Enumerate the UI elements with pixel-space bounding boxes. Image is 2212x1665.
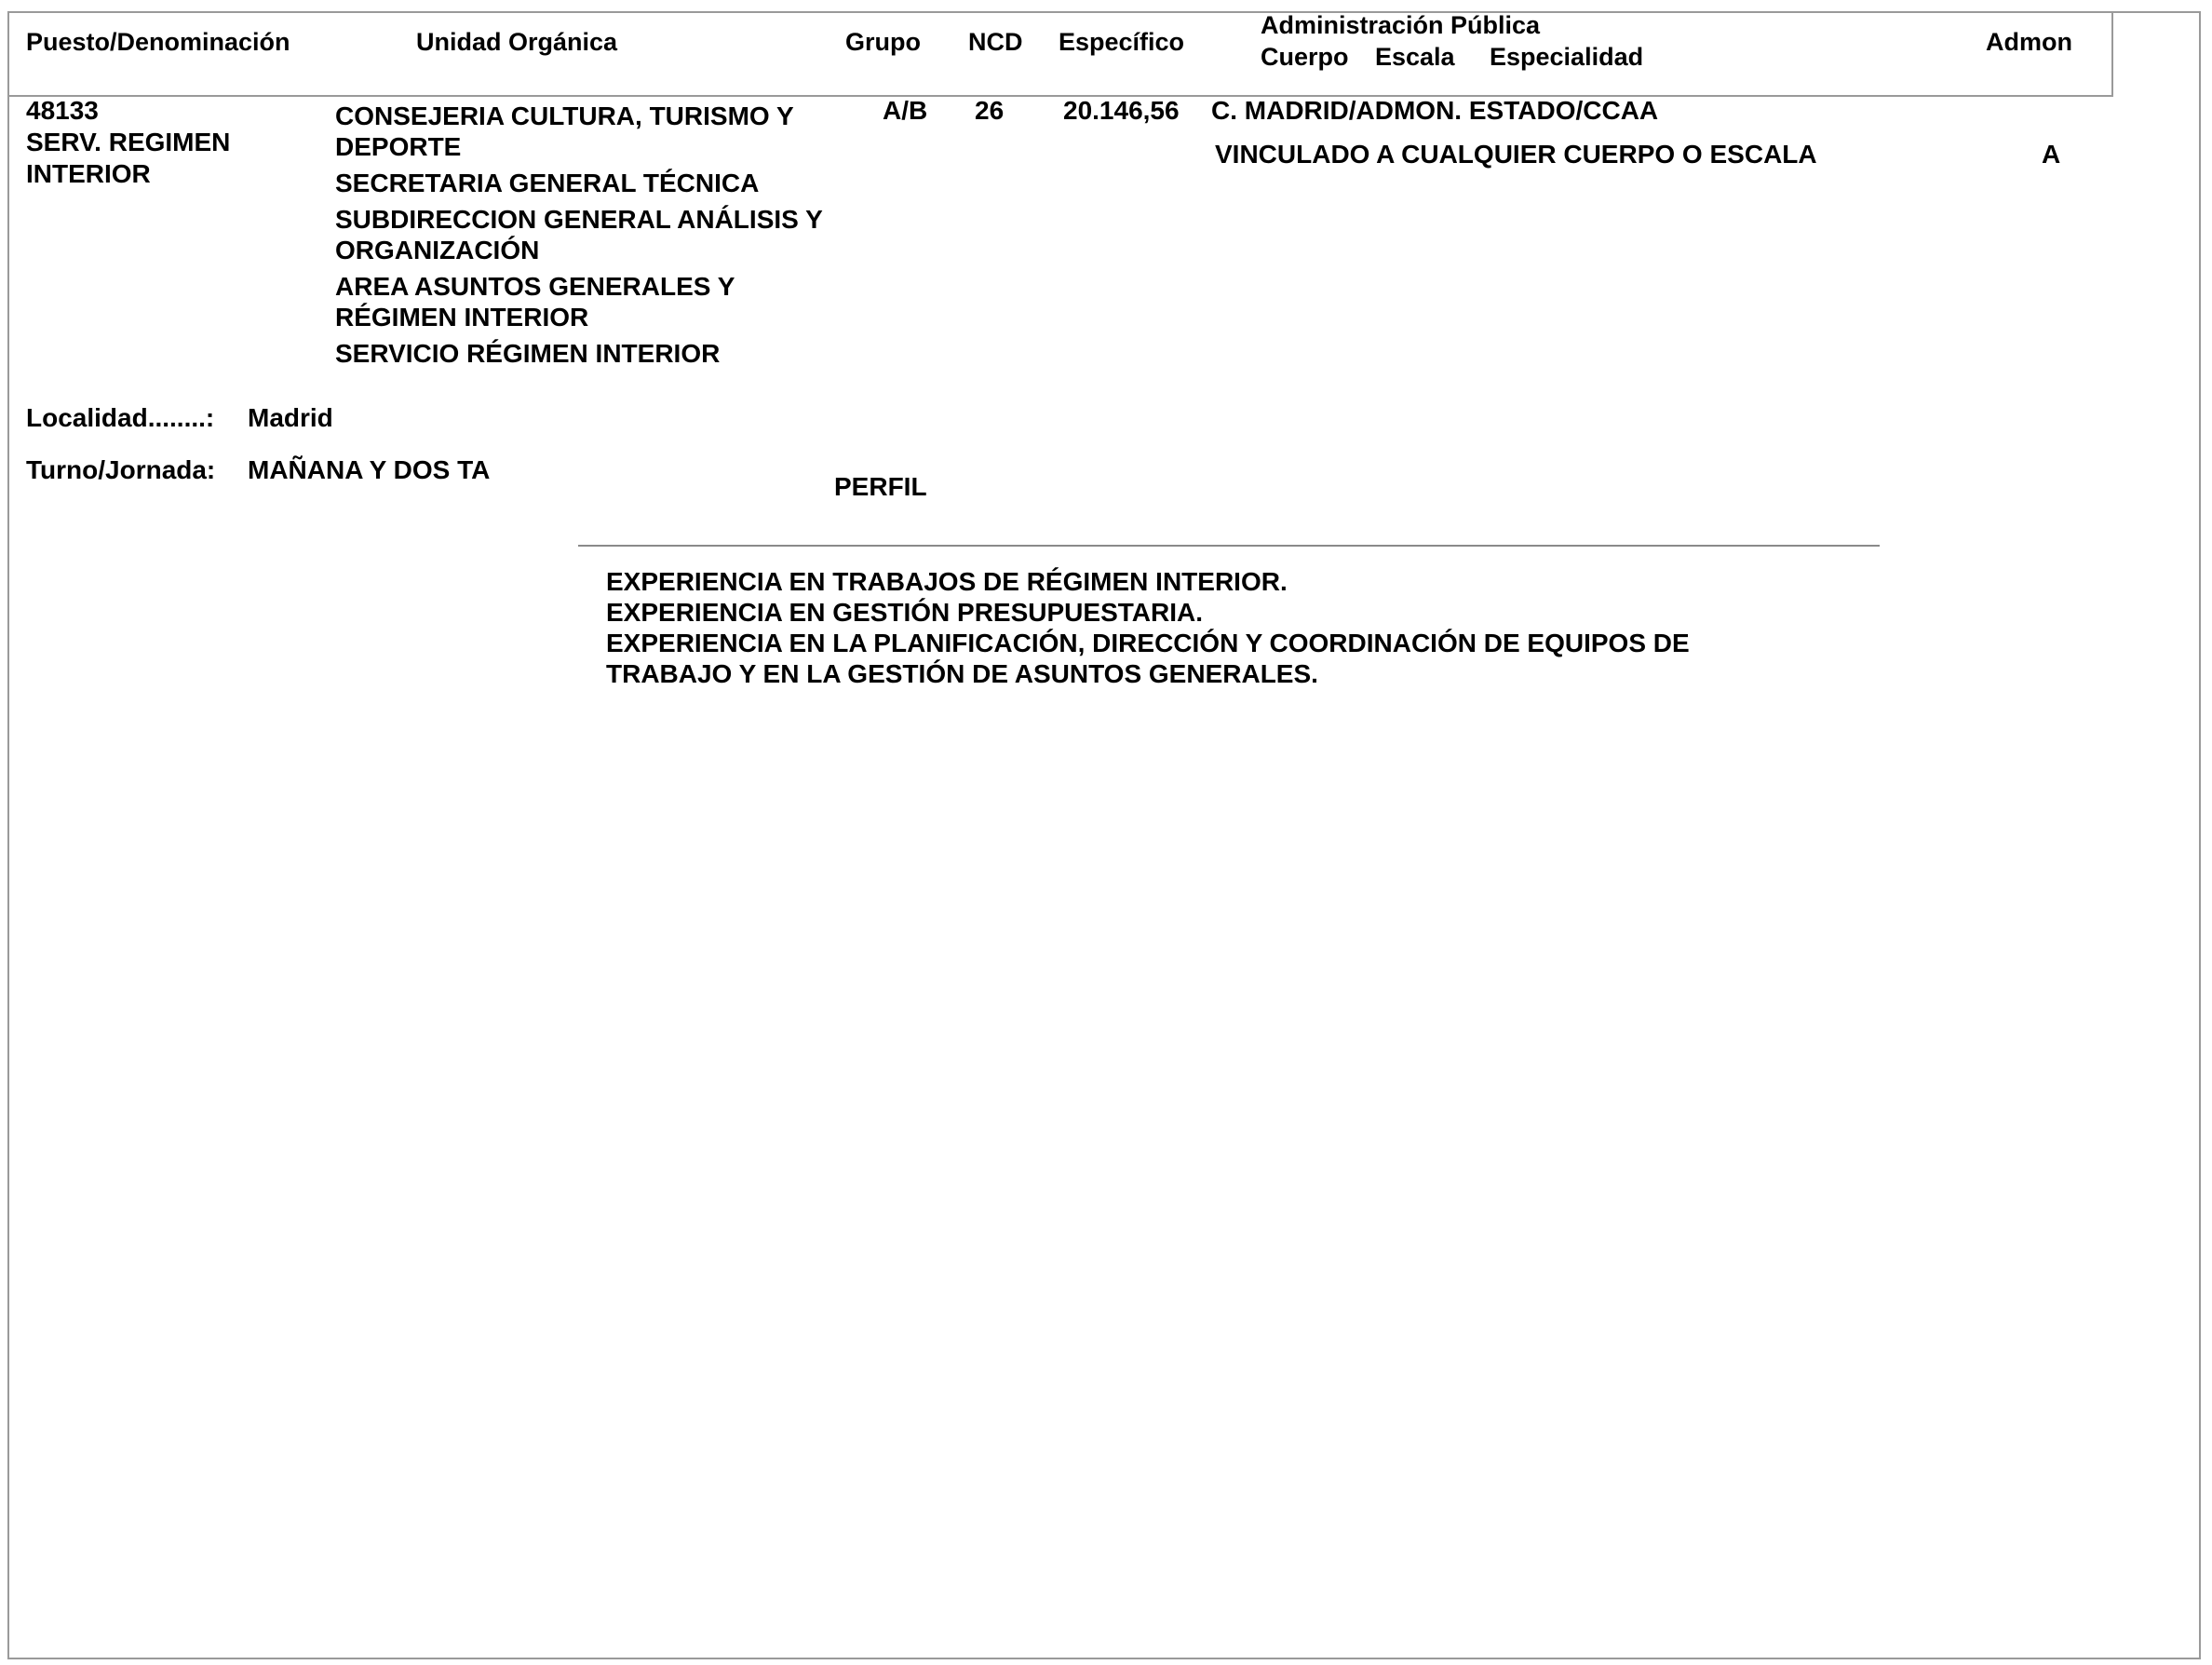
perfil-line: EXPERIENCIA EN TRABAJOS DE RÉGIMEN INTERIOR. [606,567,1288,596]
unidad-line: SUBDIRECCION GENERAL ANÁLISIS Y [335,205,823,234]
header-unidad: Unidad Orgánica [416,28,618,56]
perfil-divider [578,545,1880,547]
puesto-codigo: 48133 [26,96,99,125]
puesto-cell [26,95,230,190]
header-escala: Escala [1375,43,1455,71]
cuerpo-escala-value: VINCULADO A CUALQUIER CUERPO O ESCALA [1215,140,1817,169]
localidad-value: Madrid [248,403,333,432]
perfil-text [606,566,1690,689]
perfil-line: EXPERIENCIA EN GESTIÓN PRESUPUESTARIA. [606,598,1203,627]
turno-label: Turno/Jornada: [26,455,216,484]
unidad-line: RÉGIMEN INTERIOR [335,303,589,332]
unidad-line: AREA ASUNTOS GENERALES Y [335,272,735,301]
especifico-value: 20.146,56 [1063,96,1180,125]
perfil-title: PERFIL [834,472,927,501]
header-puesto: Puesto/Denominación [26,28,290,56]
header-admin-publica: Administración Pública [1261,11,1541,39]
perfil-line: EXPERIENCIA EN LA PLANIFICACIÓN, DIRECCIÓN Y COORDINACIÓN DE EQUIPOS DE [606,629,1690,657]
administracion-value: C. MADRID/ADMON. ESTADO/CCAA [1211,96,1659,125]
unidad-line: SECRETARIA GENERAL TÉCNICA [335,169,760,197]
admon-value: A [2042,140,2061,169]
turno-value: MAÑANA Y DOS TA [248,455,491,484]
puesto-denominacion-line: SERV. REGIMEN [26,128,231,156]
ncd-value: 26 [975,96,1005,125]
header-cuerpo: Cuerpo [1261,43,1349,71]
header-grupo: Grupo [845,28,921,56]
unidad-line: DEPORTE [335,132,462,161]
header-admon: Admon [1986,28,2072,56]
unidad-line: CONSEJERIA CULTURA, TURISMO Y [335,102,794,130]
unidad-line: SERVICIO RÉGIMEN INTERIOR [335,339,721,368]
localidad-label: Localidad........: [26,403,215,432]
header-ncd: NCD [968,28,1023,56]
header-especialidad: Especialidad [1490,43,1644,71]
grupo-value: A/B [883,96,928,125]
header-especifico: Específico [1059,28,1185,56]
puesto-denominacion-line: INTERIOR [26,159,151,188]
perfil-line: TRABAJO Y EN LA GESTIÓN DE ASUNTOS GENERALES. [606,659,1318,688]
unidad-line: ORGANIZACIÓN [335,236,540,264]
